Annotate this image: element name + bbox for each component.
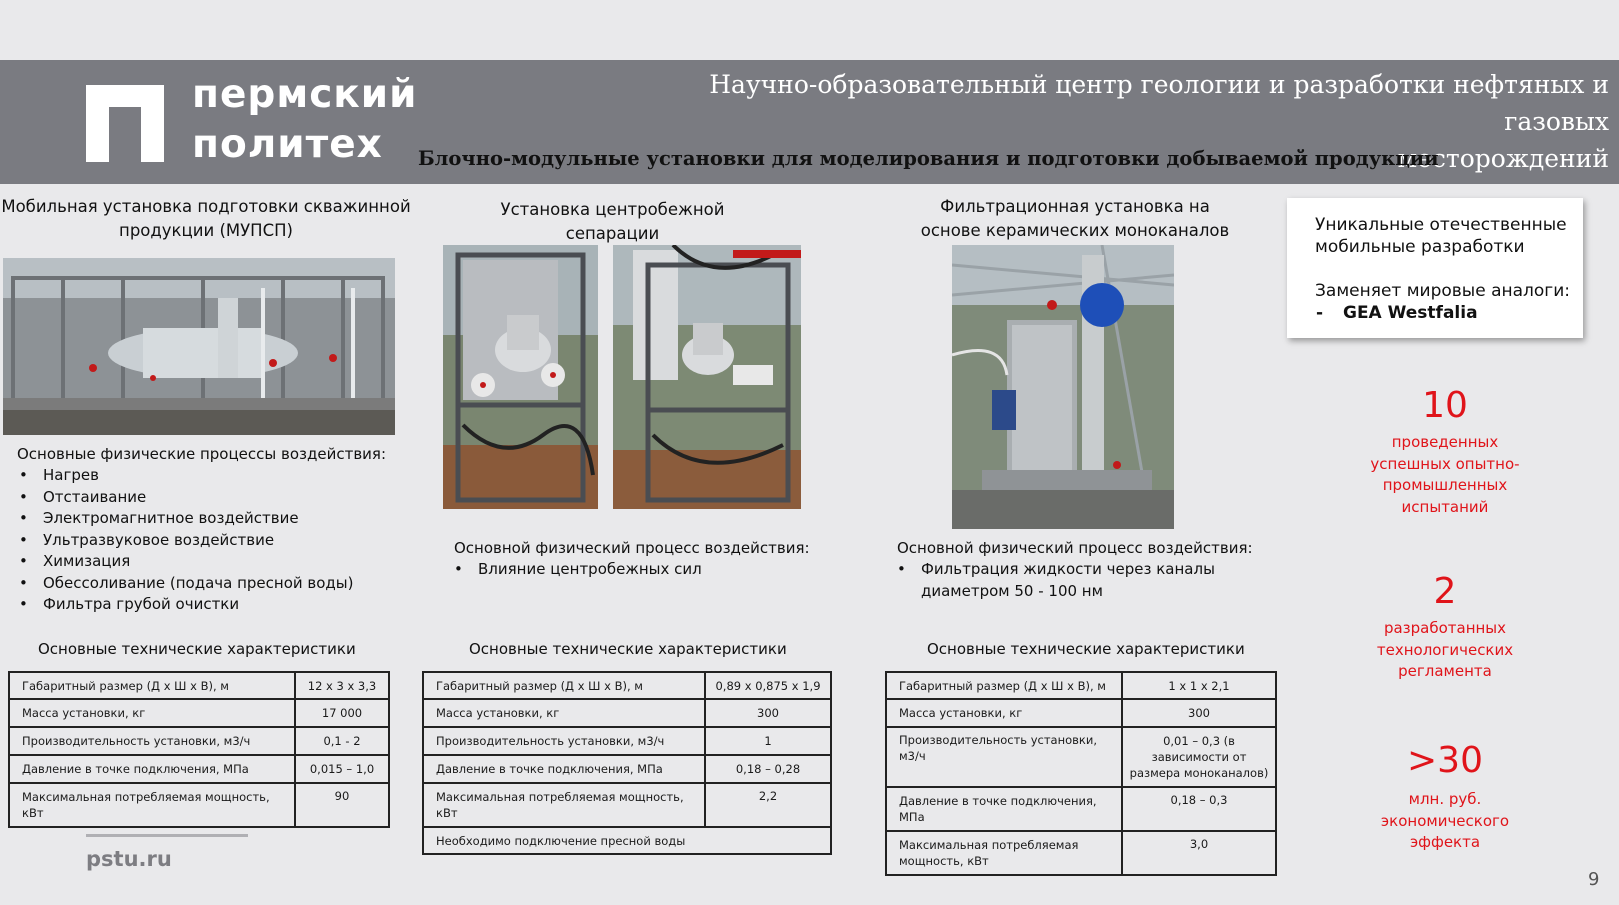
- stat-text-line: регламента: [1398, 662, 1492, 680]
- info-line2: мобильные разработки: [1315, 237, 1525, 257]
- stat-text-line: успешных опытно-: [1370, 454, 1520, 473]
- table-cell: Производительность установки, м3/ч: [9, 727, 295, 755]
- col2-title-line1: Установка центробежной: [500, 200, 725, 219]
- table-row: [423, 672, 831, 699]
- table-row: [423, 783, 831, 827]
- table-cell: Производительность установки, м3/ч: [423, 727, 705, 755]
- stat-text-line: промышленных: [1382, 476, 1508, 494]
- table-cell: 17 000: [295, 699, 389, 727]
- table-cell: Производительность установки, м3/ч: [886, 727, 1122, 787]
- info-brand-line: [1316, 302, 1478, 324]
- table-cell: 0,18 – 0,3: [1122, 787, 1276, 831]
- table-cell: Давление в точке подключения, МПа: [886, 787, 1122, 831]
- table-row: [9, 783, 389, 827]
- col2-process-list: [454, 559, 702, 581]
- table-row: [423, 699, 831, 727]
- stat-text-line: разработанных: [1383, 619, 1507, 637]
- col3-process-list: [897, 559, 1215, 602]
- list-item: • Фильтра грубой очистки: [19, 594, 354, 616]
- centrifuge-photo-1: [443, 245, 598, 509]
- header-title-line1: Научно-образовательный центр геологии и разработки нефтяных и газовых: [709, 70, 1609, 136]
- logo-text: [192, 70, 417, 170]
- centrifuge-photo-2: [613, 245, 801, 509]
- stat-number: >30: [1407, 740, 1483, 781]
- stat-text: [1345, 618, 1545, 683]
- col1-spec-table: [8, 671, 390, 828]
- col3-title-line1: Фильтрационная установка на: [940, 197, 1210, 216]
- table-cell: Масса установки, кг: [423, 699, 705, 727]
- col1-title-line2: продукции (МУПСП): [119, 221, 293, 240]
- table-cell: Габаритный размер (Д х Ш х В), м: [886, 672, 1122, 699]
- info-line1: Уникальные отечественные: [1315, 215, 1567, 235]
- table-cell: 1: [705, 727, 831, 755]
- table-cell: 300: [1122, 699, 1276, 727]
- page-number: 9: [1588, 869, 1600, 890]
- table-row: [9, 727, 389, 755]
- list-item: • Электромагнитное воздействие: [19, 508, 354, 530]
- table-cell: 0,18 – 0,28: [705, 755, 831, 783]
- stat-text-line: млн. руб.: [1408, 790, 1482, 808]
- table-cell: Масса установки, кг: [9, 699, 295, 727]
- table-cell: Максимальная потребляемая мощность, кВт: [9, 783, 295, 827]
- list-item: • Химизация: [19, 551, 354, 573]
- list-item: • Ультразвуковое воздействие: [19, 530, 354, 552]
- col2-title: [430, 198, 795, 246]
- table-note: Необходимо подключение пресной воды: [423, 827, 831, 854]
- table-cell: 300: [705, 699, 831, 727]
- stat-number: 2: [1433, 571, 1457, 612]
- stat-text: [1345, 432, 1545, 518]
- col1-title: [0, 195, 412, 243]
- table-row: [886, 831, 1276, 875]
- col2-table-title: Основные технические характеристики: [469, 640, 787, 658]
- list-item: [897, 559, 1215, 602]
- table-cell: Максимальная потребляемая мощность, кВт: [423, 783, 705, 827]
- col3-process-title: Основной физический процесс воздействия:: [897, 539, 1253, 557]
- col1-process-list: [19, 465, 354, 616]
- table-cell: Давление в точке подключения, МПа: [9, 755, 295, 783]
- stat-number: 10: [1422, 385, 1468, 426]
- stat-text-line: проведенных: [1391, 433, 1499, 451]
- table-row: [423, 727, 831, 755]
- info-box: [1287, 198, 1583, 338]
- logo-line2: политех: [192, 122, 383, 167]
- table-cell: 0,1 - 2: [295, 727, 389, 755]
- table-cell: 90: [295, 783, 389, 827]
- pstu-logo-icon: [86, 85, 164, 162]
- table-cell: 1 х 1 х 2,1: [1122, 672, 1276, 699]
- col1-table-title: Основные технические характеристики: [38, 640, 356, 658]
- table-row: [9, 755, 389, 783]
- logo-line1: пермский: [192, 72, 418, 117]
- table-row: [9, 699, 389, 727]
- slide-subtitle: Блочно-модульные установки для моделирования и подготовки добываемой продукции: [418, 147, 1439, 170]
- table-cell: 2,2: [705, 783, 831, 827]
- col2-process-title: Основной физический процесс воздействия:: [454, 539, 810, 557]
- table-cell: Габаритный размер (Д х Ш х В), м: [9, 672, 295, 699]
- table-row: [423, 827, 831, 854]
- list-item: • Влияние центробежных сил: [454, 559, 702, 581]
- col1-title-line1: Мобильная установка подготовки скважинной: [1, 197, 411, 216]
- list-item: • Обессоливание (подача пресной воды): [19, 573, 354, 595]
- mupsp-photo: [3, 258, 395, 435]
- list-item: • Отстаивание: [19, 487, 354, 509]
- table-row: [886, 699, 1276, 727]
- col1-process-title: Основные физические процессы воздействия:: [17, 445, 387, 463]
- table-cell: 0,015 – 1,0: [295, 755, 389, 783]
- col3-title-line2: основе керамических моноканалов: [920, 221, 1230, 240]
- col2-title-line2: сепарации: [565, 224, 660, 243]
- filtration-photo: [952, 245, 1174, 529]
- header-title-line2: месторождений: [1397, 144, 1609, 173]
- stat-text-line: эффекта: [1409, 833, 1481, 851]
- col3-spec-table: [885, 671, 1277, 876]
- table-cell: Давление в точке подключения, МПа: [423, 755, 705, 783]
- col3-table-title: Основные технические характеристики: [927, 640, 1245, 658]
- table-cell: Масса установки, кг: [886, 699, 1122, 727]
- col3-title: [880, 195, 1270, 243]
- stat-text-line: экономического: [1380, 811, 1510, 830]
- table-row: [886, 727, 1276, 787]
- info-line3: Заменяет мировые аналоги:: [1315, 281, 1570, 301]
- table-cell: 0,89 х 0,875 х 1,9: [705, 672, 831, 699]
- table-row: [886, 672, 1276, 699]
- list-item: • Нагрев: [19, 465, 354, 487]
- table-row: [9, 672, 389, 699]
- list-item-line1: • Фильтрация жидкости через каналы: [921, 560, 1215, 578]
- table-cell: 12 х 3 х 3,3: [295, 672, 389, 699]
- table-cell: Габаритный размер (Д х Ш х В), м: [423, 672, 705, 699]
- col2-spec-table: [422, 671, 832, 855]
- table-cell: 3,0: [1122, 831, 1276, 875]
- stat-text-line: технологических: [1376, 640, 1514, 659]
- stat-text: [1345, 789, 1545, 854]
- table-cell: 0,01 – 0,3 (в зависимости от размера моноканалов): [1122, 727, 1276, 787]
- footer-divider: [86, 834, 248, 837]
- table-row: [886, 787, 1276, 831]
- stat-text-line: испытаний: [1401, 497, 1489, 516]
- list-item-line2: диаметром 50 - 100 нм: [921, 581, 1103, 600]
- info-dash: -: [1316, 303, 1324, 323]
- footer-url: pstu.ru: [86, 847, 172, 871]
- info-brand: GEA Westfalia: [1342, 303, 1478, 323]
- table-row: [423, 755, 831, 783]
- table-cell: Максимальная потребляемая мощность, кВт: [886, 831, 1122, 875]
